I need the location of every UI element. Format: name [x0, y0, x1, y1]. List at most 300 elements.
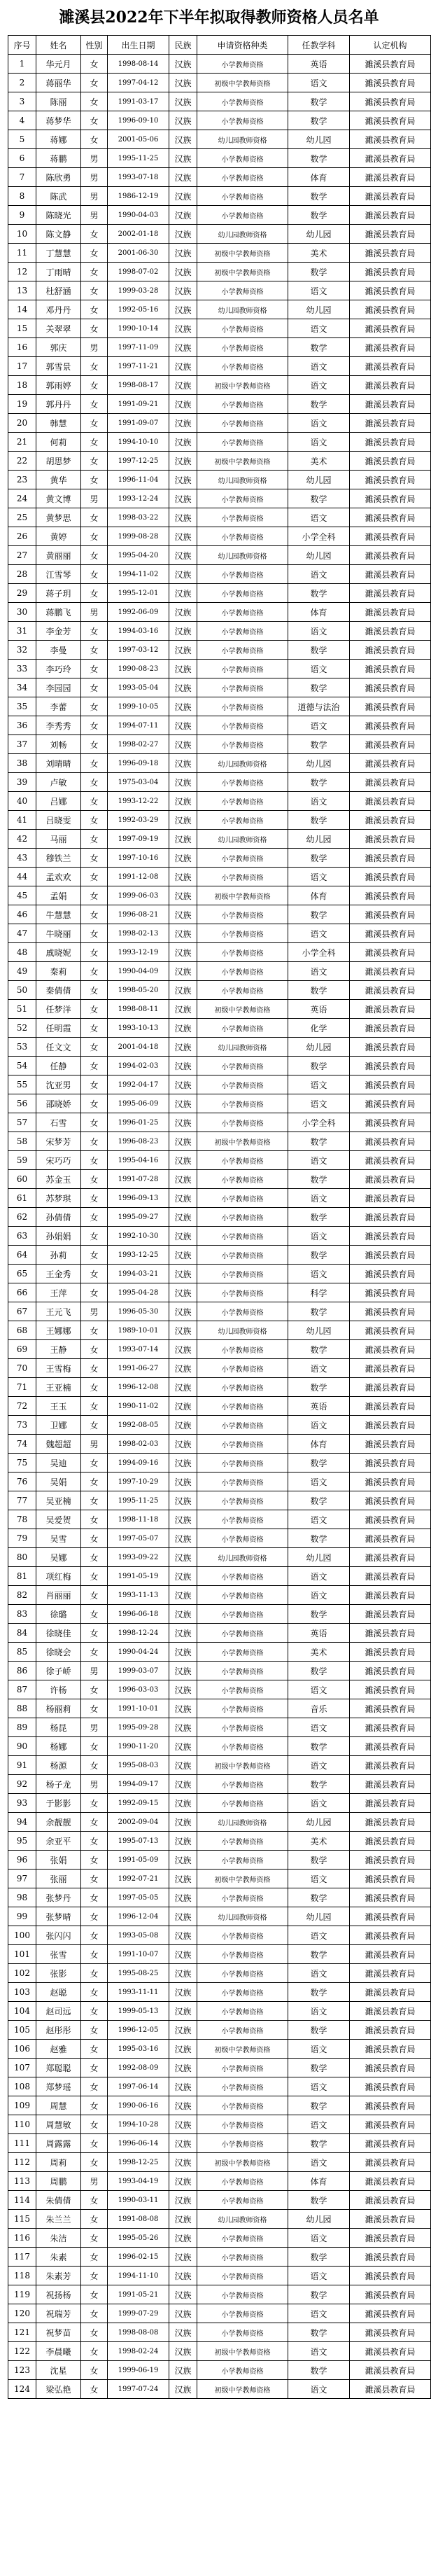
ethnicity-cell: 汉族: [169, 1132, 197, 1151]
ethnicity-cell: 汉族: [169, 452, 197, 471]
certifying-authority-cell: 濉溪县教育局: [350, 1246, 431, 1265]
qualification-type-cell: 小学教师资格: [197, 527, 288, 546]
gender-cell: 女: [81, 678, 108, 697]
row-number-cell: 53: [8, 1038, 36, 1057]
row-number-cell: 38: [8, 754, 36, 773]
ethnicity-cell: 汉族: [169, 1000, 197, 1019]
birth-date-cell: 1994-07-11: [108, 716, 169, 735]
ethnicity-cell: 汉族: [169, 2002, 197, 2021]
table-row: [8, 2134, 431, 2153]
table-row: [8, 489, 431, 508]
gender-cell: 男: [81, 187, 108, 206]
certifying-authority-cell: 濉溪县教育局: [350, 1851, 431, 1870]
subject-cell: 数学: [288, 811, 350, 830]
gender-cell: 女: [81, 1983, 108, 2002]
certifying-authority-cell: 濉溪县教育局: [350, 2380, 431, 2399]
row-number-cell: 110: [8, 2115, 36, 2134]
row-number-cell: 43: [8, 849, 36, 868]
gender-cell: 女: [81, 1907, 108, 1926]
qualification-type-cell: 小学教师资格: [197, 1189, 288, 1208]
ethnicity-cell: 汉族: [169, 716, 197, 735]
ethnicity-cell: 汉族: [169, 1491, 197, 1510]
ethnicity-cell: 汉族: [169, 111, 197, 130]
table-row: [8, 603, 431, 622]
birth-date-cell: 1991-07-28: [108, 1170, 169, 1189]
person-name-cell: 黄文博: [36, 489, 81, 508]
gender-cell: 女: [81, 1870, 108, 1888]
qualification-type-cell: 初级中学教师资格: [197, 376, 288, 395]
table-row: [8, 1170, 431, 1189]
subject-cell: 数学: [288, 92, 350, 111]
person-name-cell: 项红梅: [36, 1567, 81, 1586]
row-number-cell: 7: [8, 168, 36, 187]
subject-cell: 语文: [288, 319, 350, 338]
person-name-cell: 王静: [36, 1340, 81, 1359]
row-number-cell: 86: [8, 1662, 36, 1680]
table-row: [8, 2342, 431, 2361]
person-name-cell: 戚晓妮: [36, 943, 81, 962]
row-number-cell: 83: [8, 1605, 36, 1624]
certifying-authority-cell: 濉溪县教育局: [350, 1340, 431, 1359]
subject-cell: 语文: [288, 1718, 350, 1737]
column-header: 任教学科: [288, 36, 350, 55]
qualification-type-cell: 小学教师资格: [197, 2323, 288, 2342]
certifying-authority-cell: 濉溪县教育局: [350, 395, 431, 414]
row-number-cell: 63: [8, 1227, 36, 1246]
ethnicity-cell: 汉族: [169, 489, 197, 508]
person-name-cell: 沈星: [36, 2361, 81, 2380]
table-row: [8, 943, 431, 962]
row-number-cell: 5: [8, 130, 36, 149]
birth-date-cell: 1995-11-25: [108, 149, 169, 168]
qualification-type-cell: 幼儿园教师资格: [197, 1321, 288, 1340]
subject-cell: 语文: [288, 1359, 350, 1378]
birth-date-cell: 1994-03-16: [108, 622, 169, 641]
person-name-cell: 刘晴晴: [36, 754, 81, 773]
subject-cell: 幼儿园: [288, 1321, 350, 1340]
subject-cell: 英语: [288, 1397, 350, 1416]
person-name-cell: 周鹏: [36, 2172, 81, 2191]
row-number-cell: 97: [8, 1870, 36, 1888]
gender-cell: 女: [81, 1624, 108, 1643]
birth-date-cell: 1996-09-18: [108, 754, 169, 773]
person-name-cell: 孙娟娟: [36, 1227, 81, 1246]
row-number-cell: 34: [8, 678, 36, 697]
person-name-cell: 徐晓会: [36, 1643, 81, 1662]
person-name-cell: 杨源: [36, 1756, 81, 1775]
gender-cell: 女: [81, 641, 108, 660]
birth-date-cell: 1993-11-11: [108, 1983, 169, 2002]
qualification-type-cell: 小学教师资格: [197, 773, 288, 792]
qualification-type-cell: 初级中学教师资格: [197, 1000, 288, 1019]
certifying-authority-cell: 濉溪县教育局: [350, 849, 431, 868]
table-row: [8, 1888, 431, 1907]
row-number-cell: 33: [8, 660, 36, 678]
qualification-type-cell: 小学教师资格: [197, 1662, 288, 1680]
birth-date-cell: 1996-01-25: [108, 1113, 169, 1132]
certifying-authority-cell: 濉溪县教育局: [350, 168, 431, 187]
row-number-cell: 30: [8, 603, 36, 622]
gender-cell: 女: [81, 2248, 108, 2267]
subject-cell: 体育: [288, 886, 350, 905]
ethnicity-cell: 汉族: [169, 924, 197, 943]
birth-date-cell: 1997-04-12: [108, 74, 169, 92]
person-name-cell: 梁弘艳: [36, 2380, 81, 2399]
gender-cell: 女: [81, 2059, 108, 2077]
gender-cell: 女: [81, 943, 108, 962]
birth-date-cell: 1995-11-25: [108, 1491, 169, 1510]
row-number-cell: 109: [8, 2096, 36, 2115]
certifying-authority-cell: 濉溪县教育局: [350, 1208, 431, 1227]
subject-cell: 语文: [288, 1416, 350, 1435]
certifying-authority-cell: 濉溪县教育局: [350, 414, 431, 433]
gender-cell: 女: [81, 905, 108, 924]
gender-cell: 女: [81, 2229, 108, 2248]
person-name-cell: 张闪闪: [36, 1926, 81, 1945]
person-name-cell: 魏超超: [36, 1435, 81, 1454]
ethnicity-cell: 汉族: [169, 2115, 197, 2134]
certifying-authority-cell: 濉溪县教育局: [350, 1794, 431, 1813]
gender-cell: 女: [81, 2361, 108, 2380]
subject-cell: 语文: [288, 1265, 350, 1283]
birth-date-cell: 1997-11-21: [108, 357, 169, 376]
person-name-cell: 蒋丽华: [36, 74, 81, 92]
row-number-cell: 12: [8, 263, 36, 281]
qualification-type-cell: 小学教师资格: [197, 281, 288, 300]
person-name-cell: 赵雅: [36, 2040, 81, 2059]
table-row: [8, 2021, 431, 2040]
ethnicity-cell: 汉族: [169, 1775, 197, 1794]
gender-cell: 女: [81, 263, 108, 281]
subject-cell: 语文: [288, 660, 350, 678]
qualification-type-cell: 幼儿园教师资格: [197, 1038, 288, 1057]
person-name-cell: 苏金玉: [36, 1170, 81, 1189]
certifying-authority-cell: 濉溪县教育局: [350, 924, 431, 943]
column-header: 民族: [169, 36, 197, 55]
row-number-cell: 10: [8, 225, 36, 244]
row-number-cell: 101: [8, 1945, 36, 1964]
subject-cell: 美术: [288, 244, 350, 263]
ethnicity-cell: 汉族: [169, 74, 197, 92]
gender-cell: 女: [81, 395, 108, 414]
qualification-type-cell: 小学教师资格: [197, 2115, 288, 2134]
birth-date-cell: 1997-10-29: [108, 1473, 169, 1491]
birth-date-cell: 1996-08-23: [108, 1132, 169, 1151]
table-row: [8, 1832, 431, 1851]
row-number-cell: 98: [8, 1888, 36, 1907]
birth-date-cell: 1992-06-09: [108, 603, 169, 622]
person-name-cell: 王亚楠: [36, 1378, 81, 1397]
birth-date-cell: 1994-09-16: [108, 1454, 169, 1473]
person-name-cell: 周慧敏: [36, 2115, 81, 2134]
row-number-cell: 32: [8, 641, 36, 660]
person-name-cell: 何莉: [36, 433, 81, 452]
ethnicity-cell: 汉族: [169, 263, 197, 281]
gender-cell: 男: [81, 2172, 108, 2191]
table-row: [8, 811, 431, 830]
ethnicity-cell: 汉族: [169, 1964, 197, 1983]
certifying-authority-cell: 濉溪县教育局: [350, 1132, 431, 1151]
subject-cell: 科学: [288, 1283, 350, 1302]
table-row: [8, 1491, 431, 1510]
birth-date-cell: 1993-07-14: [108, 1340, 169, 1359]
qualification-type-cell: 小学教师资格: [197, 1851, 288, 1870]
person-name-cell: 郑聪聪: [36, 2059, 81, 2077]
person-name-cell: 蒋梦华: [36, 111, 81, 130]
qualification-type-cell: 小学教师资格: [197, 187, 288, 206]
subject-cell: 数学: [288, 584, 350, 603]
gender-cell: 女: [81, 1699, 108, 1718]
qualification-type-cell: 小学教师资格: [197, 357, 288, 376]
birth-date-cell: 1998-03-22: [108, 508, 169, 527]
subject-cell: 数学: [288, 111, 350, 130]
table-row: [8, 1680, 431, 1699]
person-name-cell: 杜舒涵: [36, 281, 81, 300]
gender-cell: 男: [81, 338, 108, 357]
ethnicity-cell: 汉族: [169, 1378, 197, 1397]
gender-cell: 女: [81, 1208, 108, 1227]
ethnicity-cell: 汉族: [169, 2323, 197, 2342]
qualification-type-cell: 小学教师资格: [197, 1794, 288, 1813]
ethnicity-cell: 汉族: [169, 2285, 197, 2304]
ethnicity-cell: 汉族: [169, 1851, 197, 1870]
row-number-cell: 54: [8, 1057, 36, 1075]
person-name-cell: 余靓靓: [36, 1813, 81, 1832]
certifying-authority-cell: 濉溪县教育局: [350, 1756, 431, 1775]
table-row: [8, 1926, 431, 1945]
birth-date-cell: 1997-09-19: [108, 830, 169, 849]
ethnicity-cell: 汉族: [169, 981, 197, 1000]
ethnicity-cell: 汉族: [169, 962, 197, 981]
table-row: [8, 1529, 431, 1548]
subject-cell: 数学: [288, 338, 350, 357]
birth-date-cell: 1992-10-30: [108, 1227, 169, 1246]
subject-cell: 体育: [288, 1435, 350, 1454]
table-row: [8, 1397, 431, 1416]
qualification-type-cell: 小学教师资格: [197, 943, 288, 962]
subject-cell: 语文: [288, 2304, 350, 2323]
qualification-type-cell: 小学教师资格: [197, 584, 288, 603]
ethnicity-cell: 汉族: [169, 1605, 197, 1624]
row-number-cell: 64: [8, 1246, 36, 1265]
gender-cell: 女: [81, 1019, 108, 1038]
qualification-type-cell: 幼儿园教师资格: [197, 300, 288, 319]
qualification-type-cell: 初级中学教师资格: [197, 2040, 288, 2059]
ethnicity-cell: 汉族: [169, 1246, 197, 1265]
row-number-cell: 13: [8, 281, 36, 300]
ethnicity-cell: 汉族: [169, 1586, 197, 1605]
ethnicity-cell: 汉族: [169, 2191, 197, 2210]
qualification-type-cell: 初级中学教师资格: [197, 1132, 288, 1151]
certifying-authority-cell: 濉溪县教育局: [350, 1454, 431, 1473]
certifying-authority-cell: 濉溪县教育局: [350, 2342, 431, 2361]
gender-cell: 女: [81, 697, 108, 716]
row-number-cell: 105: [8, 2021, 36, 2040]
table-row: [8, 2229, 431, 2248]
certifying-authority-cell: 濉溪县教育局: [350, 2040, 431, 2059]
gender-cell: 女: [81, 565, 108, 584]
certifying-authority-cell: 濉溪县教育局: [350, 603, 431, 622]
qualification-type-cell: 小学教师资格: [197, 905, 288, 924]
person-name-cell: 蒋子玥: [36, 584, 81, 603]
table-row: [8, 1340, 431, 1359]
gender-cell: 女: [81, 433, 108, 452]
gender-cell: 女: [81, 1756, 108, 1775]
row-number-cell: 6: [8, 149, 36, 168]
subject-cell: 语文: [288, 1926, 350, 1945]
table-row: [8, 395, 431, 414]
birth-date-cell: 1998-02-27: [108, 735, 169, 754]
certifying-authority-cell: 濉溪县教育局: [350, 149, 431, 168]
subject-cell: 数学: [288, 1057, 350, 1075]
birth-date-cell: 1990-04-24: [108, 1643, 169, 1662]
certifying-authority-cell: 濉溪县教育局: [350, 2304, 431, 2323]
birth-date-cell: 1999-06-03: [108, 886, 169, 905]
ethnicity-cell: 汉族: [169, 1718, 197, 1737]
subject-cell: 语文: [288, 1473, 350, 1491]
gender-cell: 女: [81, 830, 108, 849]
birth-date-cell: 1991-10-01: [108, 1699, 169, 1718]
qualification-type-cell: 小学教师资格: [197, 1265, 288, 1283]
subject-cell: 幼儿园: [288, 1907, 350, 1926]
birth-date-cell: 1992-09-15: [108, 1794, 169, 1813]
table-body: [8, 55, 431, 2399]
birth-date-cell: 1998-02-03: [108, 1435, 169, 1454]
table-row: [8, 1246, 431, 1265]
table-row: [8, 1756, 431, 1775]
gender-cell: 女: [81, 2040, 108, 2059]
qualification-type-cell: 幼儿园教师资格: [197, 130, 288, 149]
person-name-cell: 吴雪: [36, 1529, 81, 1548]
table-row: [8, 130, 431, 149]
ethnicity-cell: 汉族: [169, 1208, 197, 1227]
qualification-type-cell: 小学教师资格: [197, 1983, 288, 2002]
ethnicity-cell: 汉族: [169, 1794, 197, 1813]
subject-cell: 数学: [288, 1529, 350, 1548]
subject-cell: 小学全科: [288, 1113, 350, 1132]
certifying-authority-cell: 濉溪县教育局: [350, 943, 431, 962]
ethnicity-cell: 汉族: [169, 584, 197, 603]
table-row: [8, 1378, 431, 1397]
ethnicity-cell: 汉族: [169, 376, 197, 395]
qualification-type-cell: 小学教师资格: [197, 489, 288, 508]
person-name-cell: 黄华: [36, 471, 81, 489]
person-name-cell: 孙莉: [36, 1246, 81, 1265]
birth-date-cell: 1997-05-07: [108, 1529, 169, 1548]
certifying-authority-cell: 濉溪县教育局: [350, 508, 431, 527]
gender-cell: 女: [81, 1057, 108, 1075]
table-row: [8, 1454, 431, 1473]
certifying-authority-cell: 濉溪县教育局: [350, 471, 431, 489]
certifying-authority-cell: 濉溪县教育局: [350, 1548, 431, 1567]
subject-cell: 数学: [288, 2021, 350, 2040]
subject-cell: 语文: [288, 508, 350, 527]
certifying-authority-cell: 濉溪县教育局: [350, 886, 431, 905]
qualification-type-cell: 初级中学教师资格: [197, 1756, 288, 1775]
birth-date-cell: 1998-08-11: [108, 1000, 169, 1019]
gender-cell: 女: [81, 2304, 108, 2323]
person-name-cell: 孟娟: [36, 886, 81, 905]
person-name-cell: 李金芳: [36, 622, 81, 641]
ethnicity-cell: 汉族: [169, 1473, 197, 1491]
table-row: [8, 868, 431, 886]
ethnicity-cell: 汉族: [169, 754, 197, 773]
qualification-type-cell: 幼儿园教师资格: [197, 1907, 288, 1926]
row-number-cell: 117: [8, 2248, 36, 2267]
row-number-cell: 40: [8, 792, 36, 811]
person-name-cell: 祝梦苗: [36, 2323, 81, 2342]
row-number-cell: 52: [8, 1019, 36, 1038]
birth-date-cell: 1999-05-13: [108, 2002, 169, 2021]
qualification-type-cell: 小学教师资格: [197, 206, 288, 225]
row-number-cell: 17: [8, 357, 36, 376]
certifying-authority-cell: 濉溪县教育局: [350, 1019, 431, 1038]
ethnicity-cell: 汉族: [169, 1945, 197, 1964]
qualification-type-cell: 小学教师资格: [197, 1170, 288, 1189]
gender-cell: 女: [81, 1851, 108, 1870]
qualification-type-cell: 小学教师资格: [197, 2285, 288, 2304]
person-name-cell: 杨娜: [36, 1737, 81, 1756]
column-header: 出生日期: [108, 36, 169, 55]
table-row: [8, 168, 431, 187]
gender-cell: 女: [81, 716, 108, 735]
person-name-cell: 郑梦瑶: [36, 2077, 81, 2096]
subject-cell: 数学: [288, 149, 350, 168]
ethnicity-cell: 汉族: [169, 697, 197, 716]
birth-date-cell: 1996-12-05: [108, 2021, 169, 2040]
qualification-type-cell: 小学教师资格: [197, 603, 288, 622]
row-number-cell: 20: [8, 414, 36, 433]
ethnicity-cell: 汉族: [169, 414, 197, 433]
table-row: [8, 2096, 431, 2115]
ethnicity-cell: 汉族: [169, 1870, 197, 1888]
ethnicity-cell: 汉族: [169, 1094, 197, 1113]
row-number-cell: 118: [8, 2267, 36, 2285]
ethnicity-cell: 汉族: [169, 149, 197, 168]
row-number-cell: 66: [8, 1283, 36, 1302]
row-number-cell: 72: [8, 1397, 36, 1416]
birth-date-cell: 1996-02-15: [108, 2248, 169, 2267]
gender-cell: 女: [81, 92, 108, 111]
birth-date-cell: 1995-12-01: [108, 584, 169, 603]
birth-date-cell: 1997-05-05: [108, 1888, 169, 1907]
qualification-type-cell: 小学教师资格: [197, 2172, 288, 2191]
certifying-authority-cell: 濉溪县教育局: [350, 1983, 431, 2002]
subject-cell: 数学: [288, 1983, 350, 2002]
gender-cell: 女: [81, 1075, 108, 1094]
table-row: [8, 1265, 431, 1283]
row-number-cell: 21: [8, 433, 36, 452]
table-row: [8, 1548, 431, 1567]
qualification-type-cell: 小学教师资格: [197, 1964, 288, 1983]
gender-cell: 女: [81, 2134, 108, 2153]
row-number-cell: 89: [8, 1718, 36, 1737]
ethnicity-cell: 汉族: [169, 225, 197, 244]
subject-cell: 数学: [288, 1605, 350, 1624]
row-number-cell: 104: [8, 2002, 36, 2021]
qualification-type-cell: 小学教师资格: [197, 1113, 288, 1132]
column-header: 性别: [81, 36, 108, 55]
subject-cell: 语文: [288, 1094, 350, 1113]
birth-date-cell: 1995-04-20: [108, 546, 169, 565]
ethnicity-cell: 汉族: [169, 546, 197, 565]
qualification-type-cell: 小学教师资格: [197, 2267, 288, 2285]
certifying-authority-cell: 濉溪县教育局: [350, 754, 431, 773]
table-row: [8, 244, 431, 263]
birth-date-cell: 1999-06-19: [108, 2361, 169, 2380]
subject-cell: 语文: [288, 1567, 350, 1586]
certifying-authority-cell: 濉溪县教育局: [350, 2229, 431, 2248]
